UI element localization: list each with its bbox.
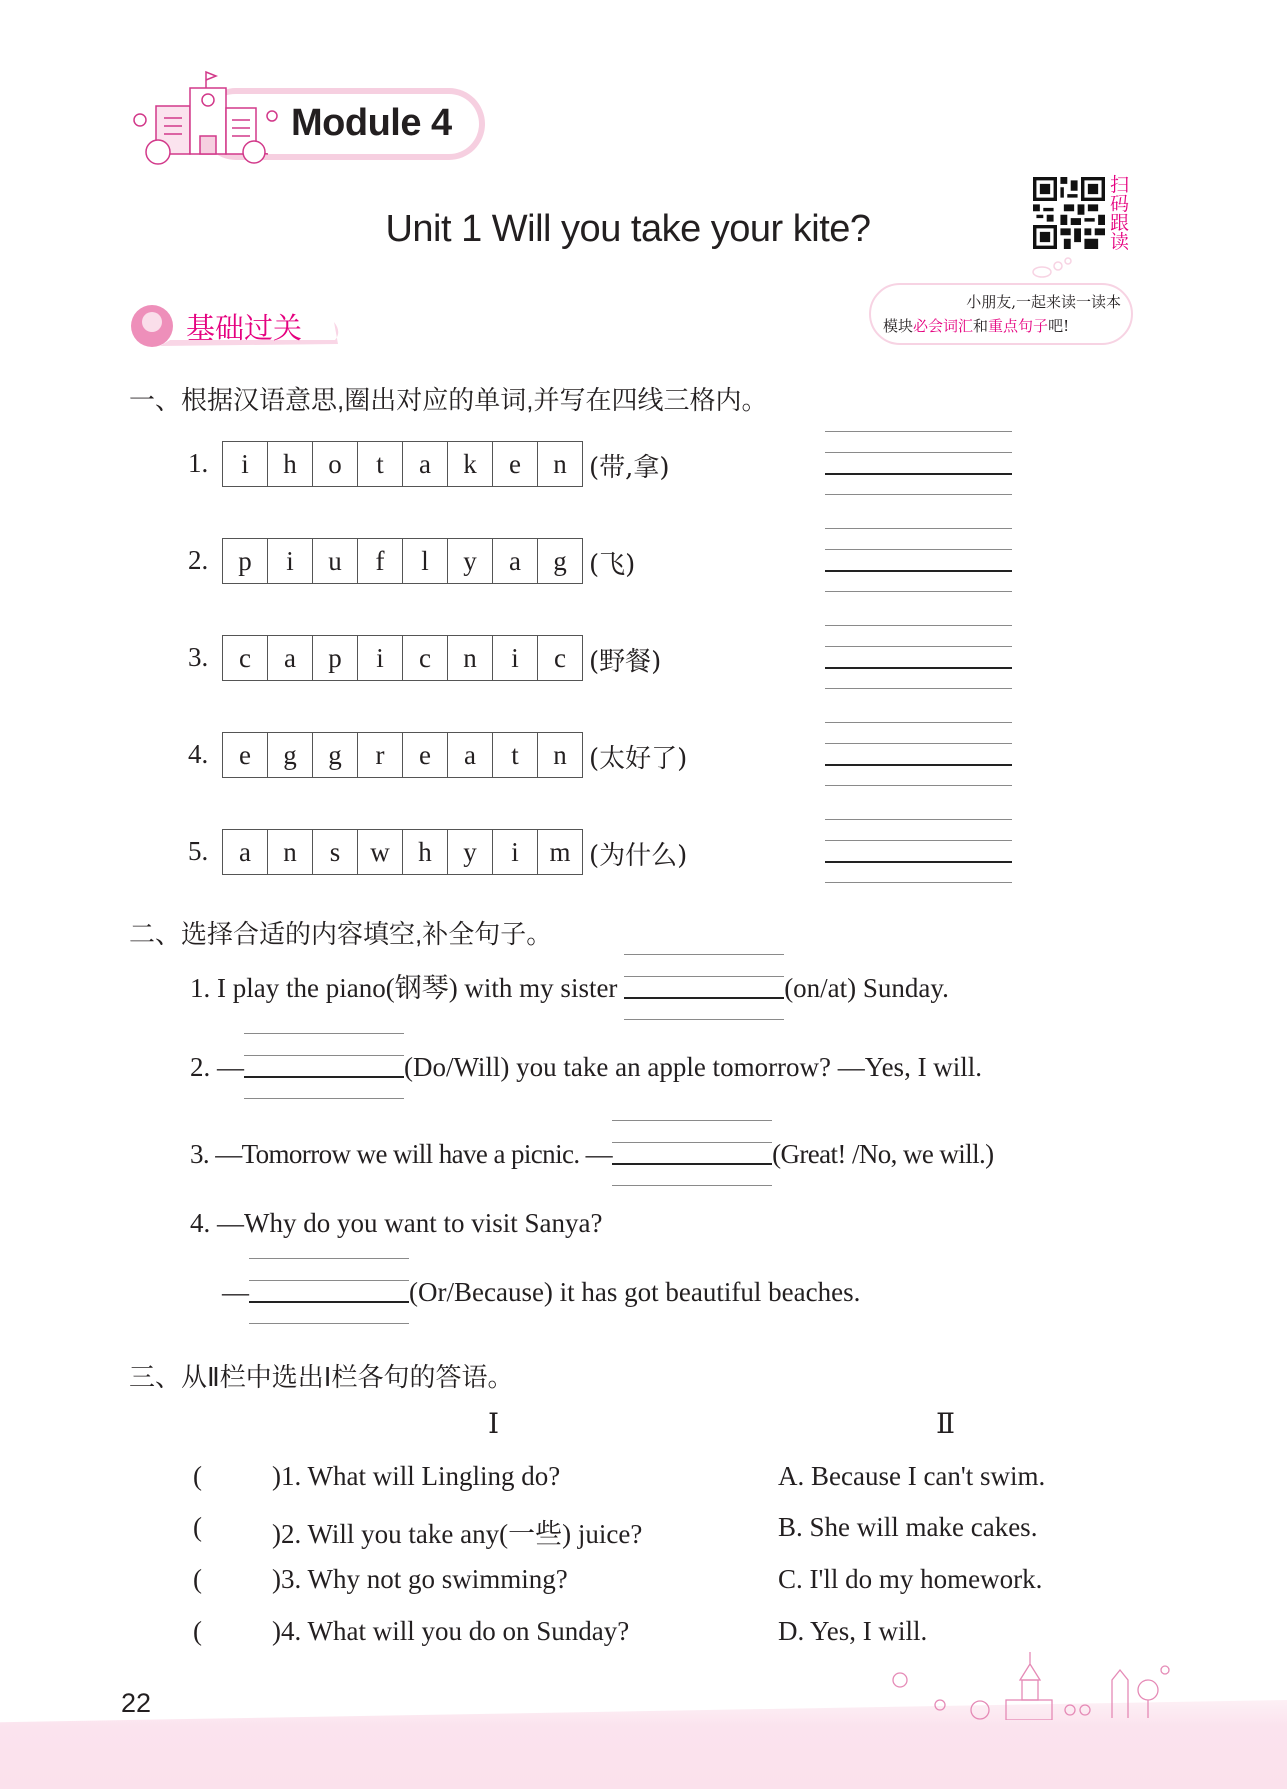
letter-grid[interactable]	[222, 538, 583, 584]
match-question: )3. Why not go swimming?	[272, 1564, 568, 1594]
letter-cell[interactable]: e	[223, 733, 268, 777]
letter-cell[interactable]: i	[493, 636, 538, 680]
letter-cell[interactable]: i	[493, 830, 538, 874]
column-2-header: Ⅱ	[936, 1409, 956, 1440]
letter-cell[interactable]: f	[358, 539, 403, 583]
question-text: 1. I play the piano(钢琴) with my sister	[190, 973, 625, 1003]
letter-cell[interactable]: g	[553, 546, 567, 576]
tip-text: 吧!	[1048, 317, 1070, 335]
chinese-hint: (野餐)	[589, 647, 662, 677]
letter-cell[interactable]: a	[223, 830, 268, 874]
letter-cell[interactable]: a	[268, 636, 313, 680]
answer-paren-open[interactable]: (	[193, 1461, 202, 1491]
writing-lines[interactable]	[825, 819, 1012, 885]
question-1	[190, 966, 949, 1005]
match-answer: C. I'll do my homework.	[778, 1564, 1043, 1594]
letter-cell[interactable]: o	[313, 442, 358, 486]
tip-line-2	[883, 314, 1121, 338]
letter-cell[interactable]: n	[553, 449, 567, 479]
chinese-hint: (为什么)	[589, 841, 688, 871]
item-number: 1.	[188, 448, 209, 478]
writing-lines[interactable]	[825, 431, 1012, 497]
letter-cell[interactable]: u	[313, 539, 358, 583]
scan-to-read-label: 扫码跟读	[1110, 175, 1130, 253]
letter-grid[interactable]	[222, 829, 583, 875]
tip-highlight-sentences: 重点句子	[988, 317, 1049, 335]
school-building-icon	[128, 66, 278, 170]
unit-title: Unit 1 Will you take your kite?	[385, 208, 871, 250]
part1-heading: 一、根据汉语意思,圈出对应的单词,并写在四线三格内。	[129, 385, 768, 415]
question-4: 4. —Why do you want to visit Sanya?	[190, 1208, 603, 1238]
letter-cell[interactable]: p	[313, 636, 358, 680]
letter-cell[interactable]: i	[223, 442, 268, 486]
section-badge-label: 基础过关	[186, 313, 303, 345]
letter-grid[interactable]	[222, 635, 583, 681]
tip-text: 和	[973, 317, 989, 335]
writing-lines[interactable]	[825, 625, 1012, 691]
tip-text: 模块	[883, 317, 914, 335]
letter-cell[interactable]: a	[403, 442, 448, 486]
module-title: Module 4	[291, 102, 452, 144]
letter-cell[interactable]: c	[554, 643, 566, 673]
letter-cell[interactable]: c	[403, 636, 448, 680]
match-question: )2. Will you take any(一些) juice?	[272, 1519, 643, 1549]
match-answer: B. She will make cakes.	[778, 1512, 1038, 1542]
letter-cell[interactable]: a	[493, 539, 538, 583]
chinese-hint: (太好了)	[589, 744, 688, 774]
letter-cell[interactable]: c	[223, 636, 268, 680]
qr-code-icon[interactable]	[1033, 177, 1105, 249]
letter-cell[interactable]: t	[358, 442, 403, 486]
answer-paren-open[interactable]: (	[193, 1616, 202, 1646]
letter-cell[interactable]: w	[358, 830, 403, 874]
letter-cell[interactable]: r	[358, 733, 403, 777]
letter-cell[interactable]: g	[268, 733, 313, 777]
question-3	[190, 1139, 994, 1170]
item-number: 2.	[188, 545, 209, 575]
letter-cell[interactable]: n	[553, 740, 567, 770]
writing-lines[interactable]	[825, 528, 1012, 594]
page-number: 22	[121, 1688, 152, 1718]
match-question: )4. What will you do on Sunday?	[272, 1616, 630, 1646]
answer-paren-open[interactable]: (	[193, 1512, 202, 1542]
castle-decoration-icon	[880, 1650, 1170, 1720]
question-text: 2. —	[190, 1052, 244, 1082]
question-text: (on/at) Sunday.	[784, 973, 949, 1003]
question-text: (Do/Will) you take an apple tomorrow? —Yes, I will.	[404, 1052, 983, 1082]
letter-cell[interactable]: t	[493, 733, 538, 777]
letter-cell[interactable]: a	[448, 733, 493, 777]
letter-cell[interactable]: g	[313, 733, 358, 777]
answer-paren-open[interactable]: (	[193, 1564, 202, 1594]
letter-cell[interactable]: n	[448, 636, 493, 680]
question-4-answer	[222, 1277, 860, 1308]
item-number: 4.	[188, 739, 209, 769]
chinese-hint: (带,拿)	[589, 453, 670, 483]
letter-cell[interactable]: y	[448, 539, 493, 583]
letter-cell[interactable]: e	[493, 442, 538, 486]
part3-heading: 三、从Ⅱ栏中选出Ⅰ栏各句的答语。	[129, 1362, 514, 1392]
letter-grid[interactable]	[222, 732, 583, 778]
letter-cell[interactable]: i	[268, 539, 313, 583]
item-number: 3.	[188, 642, 209, 672]
letter-cell[interactable]: k	[448, 442, 493, 486]
letter-cell[interactable]: i	[358, 636, 403, 680]
letter-cell[interactable]: e	[403, 733, 448, 777]
letter-cell[interactable]: n	[268, 830, 313, 874]
letter-cell[interactable]: m	[549, 837, 571, 867]
question-2	[190, 1052, 982, 1083]
chinese-hint: (飞)	[589, 550, 636, 580]
reading-tip-bubble	[869, 283, 1133, 345]
thought-bubbles-icon	[1030, 256, 1080, 280]
part2-heading: 二、选择合适的内容填空,补全句子。	[129, 919, 553, 949]
match-question: )1. What will Lingling do?	[272, 1461, 561, 1491]
question-text: (Great! /No, we will.)	[772, 1139, 994, 1169]
question-text: —	[222, 1277, 249, 1307]
tip-line-1: 小朋友,一起来读一读本	[966, 293, 1121, 311]
writing-lines[interactable]	[825, 722, 1012, 788]
letter-cell[interactable]: l	[403, 539, 448, 583]
tip-highlight-vocab: 必会词汇	[913, 317, 974, 335]
match-answer: A. Because I can't swim.	[778, 1461, 1046, 1491]
question-text: (Or/Because) it has got beautiful beaches.	[409, 1277, 861, 1307]
letter-cell[interactable]: p	[223, 539, 268, 583]
letter-cell[interactable]: y	[448, 830, 493, 874]
column-1-header: Ⅰ	[488, 1409, 500, 1440]
item-number: 5.	[188, 836, 209, 866]
match-answer: D. Yes, I will.	[778, 1616, 928, 1646]
letter-cell[interactable]: h	[403, 830, 448, 874]
letter-cell[interactable]: h	[268, 442, 313, 486]
letter-cell[interactable]: s	[313, 830, 358, 874]
question-text: 3. —Tomorrow we will have a picnic. —	[190, 1139, 613, 1169]
letter-grid[interactable]	[222, 441, 583, 487]
